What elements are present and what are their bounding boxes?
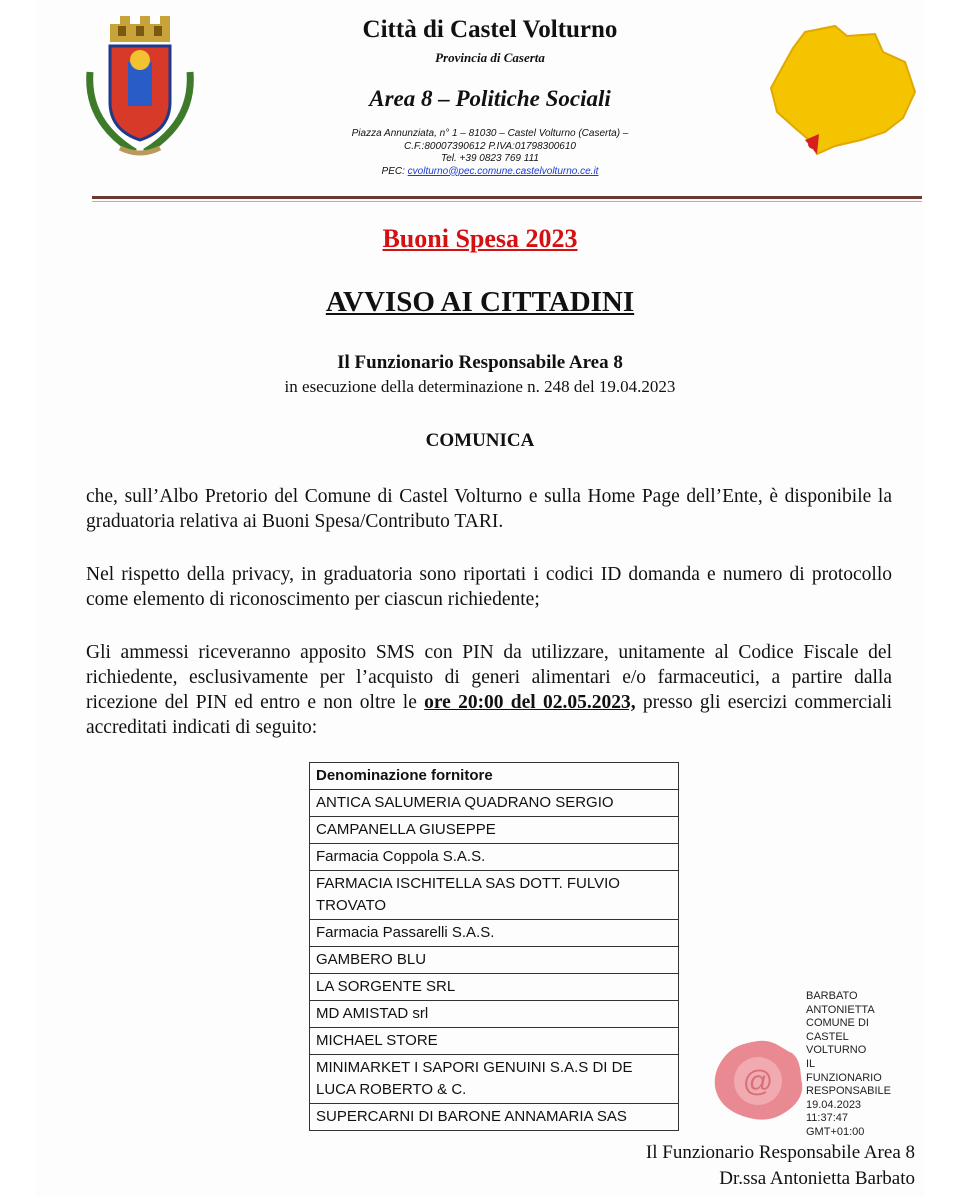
- headline: [0, 224, 960, 254]
- signature-line: BARBATO: [806, 990, 858, 1002]
- digital-signature-text: [806, 990, 916, 1140]
- official-title: Il Funzionario Responsabile Area 8: [337, 352, 623, 373]
- signature-line: 11:37:47: [806, 1112, 849, 1125]
- signature-line: COMUNE DI: [806, 1017, 869, 1030]
- table-row: [310, 871, 679, 920]
- table-row: [310, 974, 679, 1001]
- suppliers-table: [309, 762, 679, 1131]
- table-row: [310, 947, 679, 974]
- address-block: [250, 128, 730, 178]
- supplier-name: LA SORGENTE SRL: [310, 974, 679, 1001]
- signature-line: RESPONSABILE: [806, 1085, 891, 1098]
- notice-title-text: AVVISO AI CITTADINI: [325, 286, 635, 318]
- department-name: Area 8 – Politiche Sociali: [369, 86, 611, 111]
- tax-codes-line: C.F.:80007390612 P.IVA:01798300610: [403, 140, 576, 152]
- notice-title: [0, 286, 960, 319]
- province-map-icon: [765, 22, 925, 162]
- header-divider: [92, 196, 922, 199]
- headline-text: Buoni Spesa 2023: [382, 224, 578, 253]
- city-name: Città di Castel Volturno: [362, 16, 618, 43]
- communicates-heading: COMUNICA: [425, 430, 535, 451]
- table-row: [310, 844, 679, 871]
- province-name: Provincia di Caserta: [435, 50, 545, 65]
- digital-signature-seal-icon: [712, 1037, 804, 1123]
- supplier-name: FARMACIA ISCHITELLA SAS DOTT. FULVIO TROVATO: [310, 871, 679, 920]
- supplier-name: SUPERCARNI DI BARONE ANNAMARIA SAS: [310, 1104, 679, 1131]
- coat-of-arms-icon: [80, 12, 200, 162]
- pec-email-link[interactable]: cvolturno@pec.comune.castelvolturno.ce.it: [407, 165, 599, 177]
- signature-line: 19.04.2023: [806, 1098, 862, 1111]
- table-row: [310, 1028, 679, 1055]
- signature-line: FUNZIONARIO: [806, 1071, 882, 1084]
- table-row: [310, 1055, 679, 1104]
- supplier-name: GAMBERO BLU: [310, 947, 679, 974]
- table-row: [310, 817, 679, 844]
- supplier-name: MICHAEL STORE: [310, 1028, 679, 1055]
- supplier-name: CAMPANELLA GIUSEPPE: [310, 817, 679, 844]
- paragraph-privacy: Nel rispetto della privacy, in graduatoria sono riportati i codici ID domanda e numero di protocollo come elemento di riconoscimento per ciascun richiedente;: [86, 564, 892, 610]
- signature-line: VOLTURNO: [806, 1044, 867, 1057]
- supplier-name: ANTICA SALUMERIA QUADRANO SERGIO: [310, 790, 679, 817]
- execution-reference: in esecuzione della determinazione n. 248 del 19.04.2023: [284, 377, 676, 396]
- supplier-name: Farmacia Coppola S.A.S.: [310, 844, 679, 871]
- table-header-row: [310, 763, 679, 790]
- table-row: [310, 1001, 679, 1028]
- table-row: [310, 1104, 679, 1131]
- paragraph-sms-end: presso gli esercizi commerciali accreditati indicati di seguito:: [86, 692, 892, 738]
- signature-line: CASTEL: [806, 1030, 849, 1043]
- pec-line: [250, 166, 730, 179]
- supplier-name: Farmacia Passarelli S.A.S.: [310, 920, 679, 947]
- header-divider-thin: [92, 201, 922, 202]
- deadline: ore 20:00 del 02.05.2023,: [424, 692, 636, 713]
- paragraph-sms-start: Gli ammessi riceveranno apposito SMS con PIN da utilizzare, unitamente al Codice Fiscale del richiedente, esclusivamente per l’acquisto di generi alimentari e/o farmaceutici, a partire dalla ricezione del PIN ed entro e non oltre le: [86, 642, 892, 713]
- svg-text:@: @: [742, 1065, 774, 1098]
- supplier-name: MINIMARKET I SAPORI GENUINI S.A.S DI DE LUCA ROBERTO & C.: [310, 1055, 679, 1104]
- column-header: Denominazione fornitore: [310, 763, 679, 790]
- pec-label: PEC:: [381, 165, 405, 177]
- table-row: [310, 790, 679, 817]
- table-row: [310, 920, 679, 947]
- supplier-name: MD AMISTAD srl: [310, 1001, 679, 1028]
- phone-line: Tel. +39 0823 769 111: [441, 153, 539, 164]
- signature-line: GMT+01:00: [806, 1125, 865, 1138]
- signatory-name: Dr.ssa Antonietta Barbato: [719, 1168, 915, 1189]
- signature-line: IL: [806, 1057, 816, 1070]
- paragraph-sms-pin: [86, 640, 892, 740]
- signature-line: ANTONIETTA: [806, 1003, 875, 1016]
- signatory-role: Il Funzionario Responsabile Area 8: [645, 1142, 915, 1163]
- address-line: Piazza Annunziata, n° 1 – 81030 – Castel Volturno (Caserta) –: [351, 128, 629, 139]
- paragraph-graduatoria: che, sull’Albo Pretorio del Comune di Castel Volturno e sulla Home Page dell’Ente, è disponibile la graduatoria relativa ai Buoni Spesa/Contributo TARI.: [86, 486, 892, 532]
